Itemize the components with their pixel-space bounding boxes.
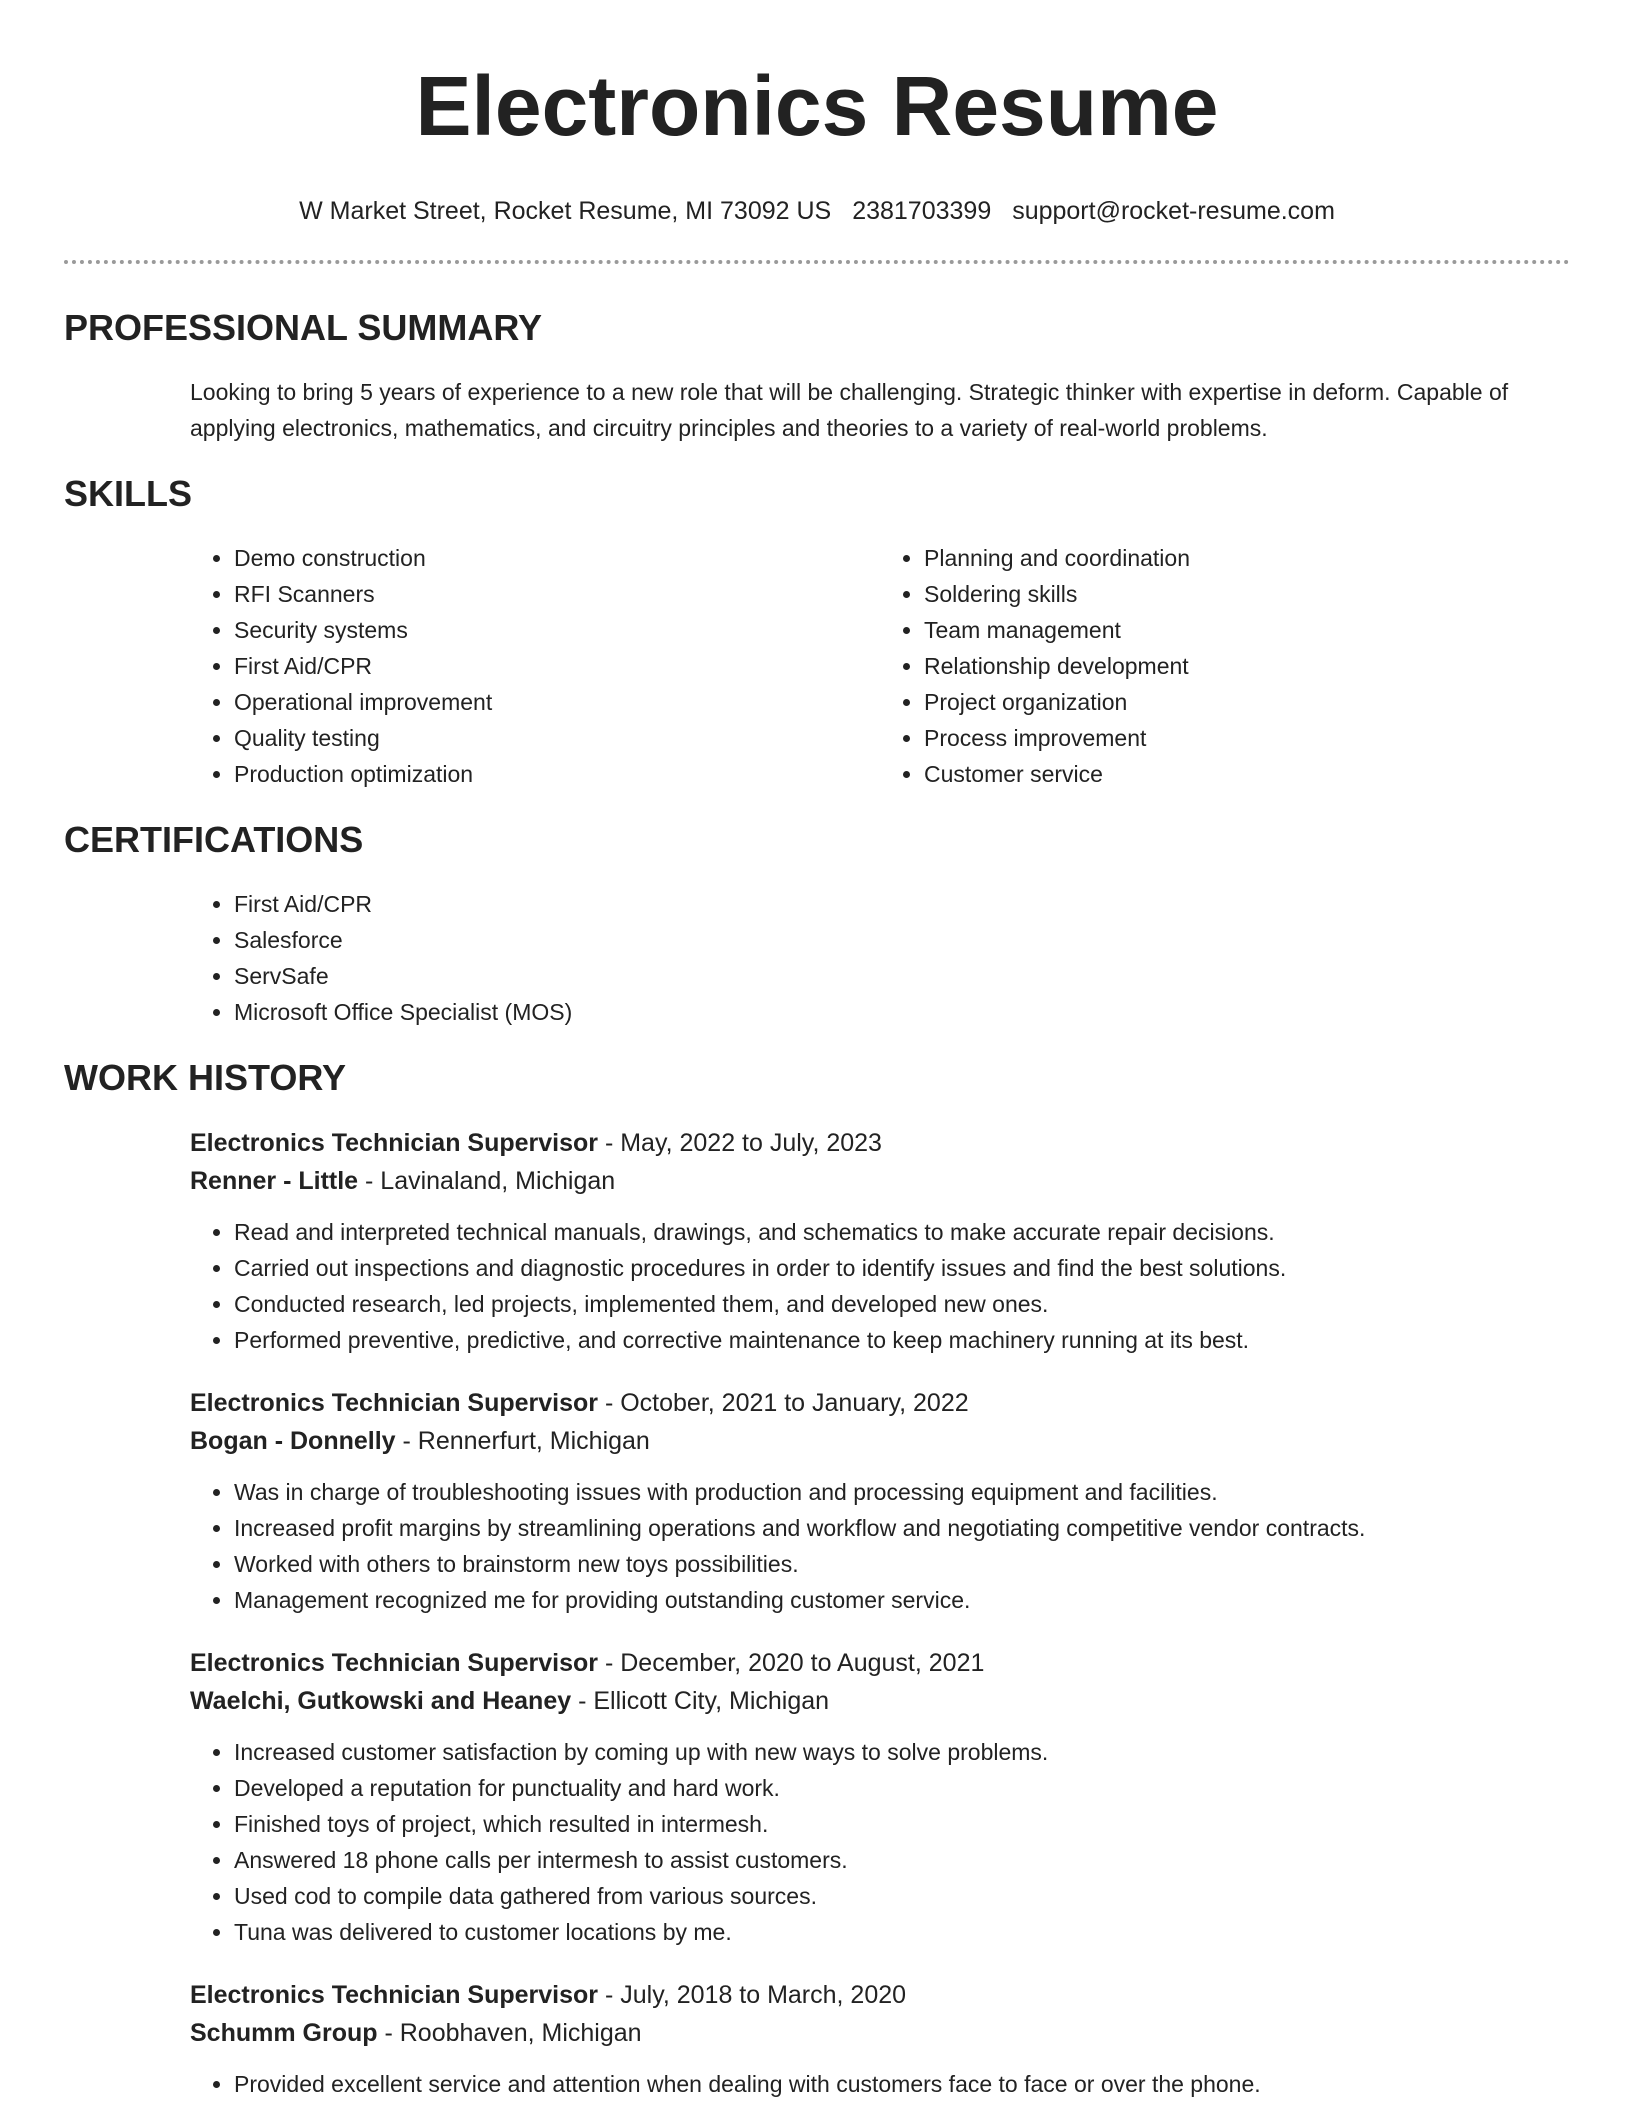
certification-item: • First Aid/CPR [234, 886, 1570, 922]
skill-item: • Quality testing [234, 720, 880, 756]
skills-heading: SKILLS [64, 473, 193, 514]
job-title-line [190, 1976, 1570, 2014]
job-bullet: • Increased customer satisfaction by coming up with new ways to solve problems. [234, 1734, 1570, 1770]
job-location: - Rennerfurt, Michigan [395, 1427, 650, 1455]
job-company-line [190, 1162, 1570, 1200]
job-dates: - October, 2021 to January, 2022 [598, 1389, 969, 1417]
job-entry [190, 1124, 1570, 1358]
job-title: Electronics Technician Supervisor [190, 1981, 599, 2009]
skill-item: • Operational improvement [234, 684, 880, 720]
contact-line [64, 196, 1570, 226]
resume-page [64, 0, 1570, 2128]
work-history-heading: WORK HISTORY [64, 1057, 347, 1098]
job-bullet: • Increased profit margins by streamlining operations and workflow and negotiating competitive vendor contracts. [234, 1510, 1570, 1546]
skill-item: • Demo construction [234, 540, 880, 576]
skill-item: • Process improvement [924, 720, 1570, 756]
job-bullet: • Provided excellent service and attention when dealing with customers face to face or over the phone. [234, 2066, 1570, 2102]
job-title-line [190, 1124, 1570, 1162]
job-title: Electronics Technician Supervisor [190, 1389, 599, 1417]
certifications-heading: CERTIFICATIONS [64, 819, 364, 860]
job-bullet: • Performed preventive, predictive, and corrective maintenance to keep machinery running at its best. [234, 1322, 1570, 1358]
skill-item: • Team management [924, 612, 1570, 648]
contact-address: W Market Street, Rocket Resume, MI 73092 US [299, 197, 832, 225]
certifications-list [190, 886, 1570, 1030]
work-history-list [190, 1124, 1570, 2102]
skills-column-left [190, 540, 880, 792]
job-company-line [190, 2014, 1570, 2052]
certification-item: • Salesforce [234, 922, 1570, 958]
contact-phone: 2381703399 [852, 197, 992, 225]
job-bullets [190, 2066, 1570, 2102]
job-bullets [190, 1474, 1570, 1618]
job-bullet: • Read and interpreted technical manuals, drawings, and schematics to make accurate repair decisions. [234, 1214, 1570, 1250]
job-title: Electronics Technician Supervisor [190, 1649, 599, 1677]
skill-item: • Customer service [924, 756, 1570, 792]
job-entry [190, 1644, 1570, 1950]
summary-text: Looking to bring 5 years of experience to a new role that will be challenging. Strategic thinker with expertise in deform. Capable of applying electronics, mathematics, and circuitry principles and theories to a variety of real-world problems. [190, 379, 1509, 441]
skill-item: • Planning and coordination [924, 540, 1570, 576]
job-company: Waelchi, Gutkowski and Heaney [190, 1687, 572, 1715]
job-bullet: • Used cod to compile data gathered from various sources. [234, 1878, 1570, 1914]
job-location: - Lavinaland, Michigan [358, 1167, 616, 1195]
skills-column-right [880, 540, 1570, 792]
skill-item: • Production optimization [234, 756, 880, 792]
job-company-line [190, 1682, 1570, 1720]
job-bullets [190, 1214, 1570, 1358]
job-entry [190, 1976, 1570, 2102]
certification-item: • Microsoft Office Specialist (MOS) [234, 994, 1570, 1030]
job-title-line [190, 1644, 1570, 1682]
job-dates: - May, 2022 to July, 2023 [598, 1129, 882, 1157]
contact-email: support@rocket-resume.com [1012, 197, 1335, 225]
job-bullet: • Was in charge of troubleshooting issues with production and processing equipment and facilities. [234, 1474, 1570, 1510]
skill-item: • Security systems [234, 612, 880, 648]
summary-heading: PROFESSIONAL SUMMARY [64, 307, 543, 348]
skills-list [190, 540, 1570, 792]
skill-item: • Project organization [924, 684, 1570, 720]
job-bullet: • Carried out inspections and diagnostic procedures in order to identify issues and find the best solutions. [234, 1250, 1570, 1286]
job-bullet: • Finished toys of project, which resulted in intermesh. [234, 1806, 1570, 1842]
job-company: Bogan - Donnelly [190, 1427, 396, 1455]
job-title: Electronics Technician Supervisor [190, 1129, 599, 1157]
job-company: Schumm Group [190, 2019, 378, 2047]
job-bullets [190, 1734, 1570, 1950]
header-divider [64, 260, 1570, 264]
job-bullet: • Answered 18 phone calls per intermesh to assist customers. [234, 1842, 1570, 1878]
job-title-line [190, 1384, 1570, 1422]
job-bullet: • Developed a reputation for punctuality and hard work. [234, 1770, 1570, 1806]
job-company: Renner - Little [190, 1167, 359, 1195]
resume-title: Electronics Resume [415, 59, 1219, 153]
skill-item: • Soldering skills [924, 576, 1570, 612]
job-dates: - December, 2020 to August, 2021 [598, 1649, 985, 1677]
skill-item: • Relationship development [924, 648, 1570, 684]
job-bullet: • Management recognized me for providing outstanding customer service. [234, 1582, 1570, 1618]
job-dates: - July, 2018 to March, 2020 [598, 1981, 907, 2009]
certification-item: • ServSafe [234, 958, 1570, 994]
job-location: - Roobhaven, Michigan [377, 2019, 642, 2047]
job-company-line [190, 1422, 1570, 1460]
job-location: - Ellicott City, Michigan [571, 1687, 830, 1715]
job-bullet: • Worked with others to brainstorm new toys possibilities. [234, 1546, 1570, 1582]
skill-item: • First Aid/CPR [234, 648, 880, 684]
job-entry [190, 1384, 1570, 1618]
skill-item: • RFI Scanners [234, 576, 880, 612]
job-bullet: • Tuna was delivered to customer locations by me. [234, 1914, 1570, 1950]
job-bullet: • Conducted research, led projects, implemented them, and developed new ones. [234, 1286, 1570, 1322]
